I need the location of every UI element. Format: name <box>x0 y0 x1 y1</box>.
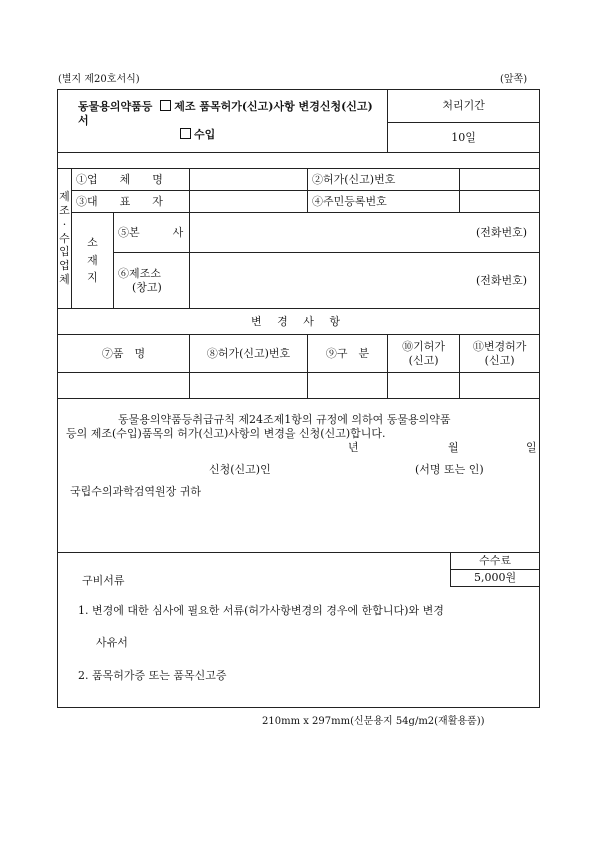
col-changed-license: ⑪변경허가 (신고) <box>460 335 540 373</box>
page-side-label: (앞쪽) <box>500 74 528 85</box>
resident-number-label: ④주민등록번호 <box>308 191 460 213</box>
company-name-label: ①업 체 명 <box>72 169 190 191</box>
change-license-number-field[interactable] <box>190 373 308 399</box>
signature-label: (서명 또는 인) <box>415 462 484 476</box>
fee-value: 5,000원 <box>474 571 517 584</box>
form-title <box>58 90 388 153</box>
col-license-number: ⑧허가(신고)번호 <box>190 335 308 373</box>
category-field[interactable] <box>308 373 388 399</box>
title-option-manufacture: 제조 품목허가(신고)사항 변경신청(신고)서 <box>78 100 373 128</box>
date-month-label: 월 <box>448 440 459 454</box>
checkbox-import[interactable] <box>180 128 191 139</box>
title-prefix: 동물용의약품등 <box>78 100 153 114</box>
title-option-import: 수입 <box>194 127 216 141</box>
license-number-label: ②허가(신고)번호 <box>308 169 460 191</box>
product-name-field[interactable] <box>58 373 190 399</box>
manufacturer-section-label: 제 조 · 수 입 업 체 <box>58 169 72 309</box>
document-item-1: 1. 변경에 대한 심사에 필요한 서류(허가사항변경의 경우에 한합니다)와 변경 <box>78 604 444 617</box>
paper-specification: 210mm x 297mm(신문용지 54g/m2(재활용품)) <box>262 716 485 727</box>
changed-license-field[interactable] <box>460 373 540 399</box>
representative-label: ③대 표 자 <box>72 191 190 213</box>
representative-field[interactable] <box>190 191 308 213</box>
license-number-field[interactable] <box>460 169 540 191</box>
processing-period-value: 10일 <box>388 123 540 153</box>
company-name-field[interactable] <box>190 169 308 191</box>
document-item-1-continued: 사유서 <box>96 636 128 649</box>
col-existing-license: ⑩기허가 (신고) <box>388 335 460 373</box>
changes-header: 변 경 사 항 <box>58 309 540 335</box>
location-label: 소 재 지 <box>72 213 114 309</box>
statement-line-2: 등의 제조(수입)품목의 허가(신고)사항의 변경을 신청(신고)합니다. <box>66 426 386 440</box>
fee-label: 수수료 <box>451 553 539 570</box>
col-category: ⑨구 분 <box>308 335 388 373</box>
col-product-name: ⑦품 명 <box>58 335 190 373</box>
factory-field[interactable] <box>190 253 540 309</box>
existing-license-field[interactable] <box>388 373 460 399</box>
document-item-2: 2. 품목허가증 또는 품목신고증 <box>78 669 227 682</box>
processing-period-label: 처리기간 <box>388 90 540 123</box>
head-office-phone-label: (전화번호) <box>476 225 528 239</box>
date-day-label: 일 <box>526 440 537 454</box>
required-documents-label: 구비서류 <box>82 574 125 587</box>
date-row <box>66 440 537 463</box>
form-number-label: (별지 제20호서식) <box>58 74 140 85</box>
applicant-row <box>66 463 531 485</box>
checkbox-manufacture[interactable] <box>160 100 171 111</box>
required-documents-section <box>58 553 540 708</box>
recipient-label: 국립수의과학검역원장 귀하 <box>70 484 202 498</box>
application-statement <box>58 399 540 553</box>
head-office-field[interactable] <box>190 213 540 253</box>
factory-phone-label: (전화번호) <box>476 273 528 287</box>
applicant-label: 신청(신고)인 <box>209 462 271 476</box>
fee-box <box>450 553 539 587</box>
application-form <box>57 89 540 708</box>
statement-line-1: 동물용의약품등취급규칙 제24조제1항의 규정에 의하여 동물용의약품 <box>118 413 451 426</box>
head-office-label: ⑤본 사 <box>114 213 190 253</box>
resident-number-field[interactable] <box>460 191 540 213</box>
factory-label: ⑥제조소 (창고) <box>114 253 190 309</box>
date-year-label: 년 <box>348 440 359 454</box>
